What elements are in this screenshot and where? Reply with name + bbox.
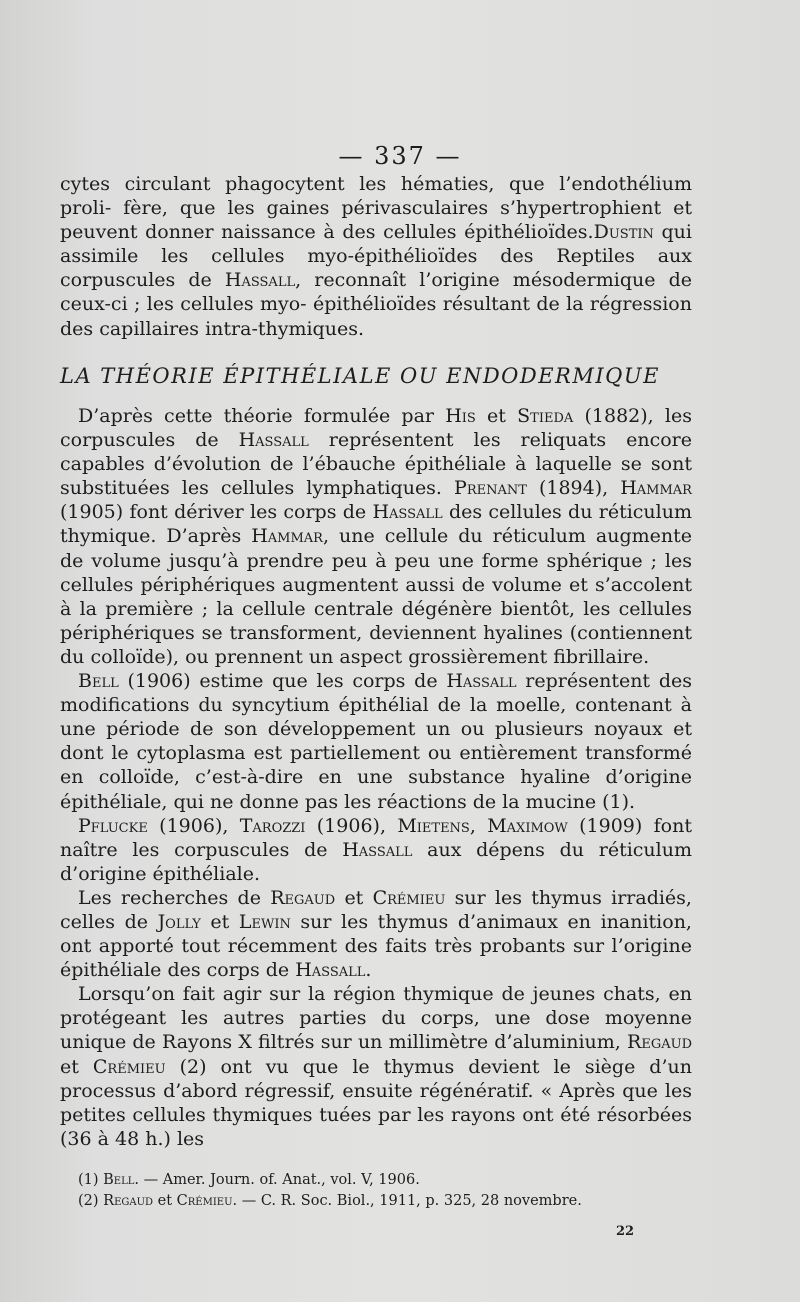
page-number: — 337 — (338, 142, 462, 170)
text-line: cytes circulant phagocytent les hématies, que l’endothélium proli- fère, que les gaines périvasculaires s’hypertrophient et peuvent donner naissance à des cellules épithélioïdes.Dustin qui assimile les cellules myo-épithélioïdes des Reptiles aux corpuscules de Hassall, reconnaît l’origine mésodermique de ceux-ci ; les cellules myo- épithélioïdes résultant de la régression des capillaires intra-thymiques. (60, 173, 692, 340)
author-name: Hassall (224, 269, 296, 292)
signature-mark: 22 (616, 1224, 635, 1239)
paragraph: Lorsqu’on fait agir sur la région thymique de jeunes chats, en protégeant les autres parties du corps, une dose moyenne unique de Rayons X filtrés sur un millimètre d’aluminium, Regaud et Crémieu (2) ont vu que le thymus devient le siège d’un processus d’abord régressif, ensuite régénératif. « Après que les petites cellules thymiques tuées par les rayons ont été résorbées (36 à 48 h.) les (60, 983, 692, 1150)
footnote-1: (1) Bell. — Amer. Journ. of. Anat., vol. V, 1906. (78, 1172, 420, 1188)
footnote-2: (2) Regaud et Crémieu. — C. R. Soc. Biol., 1911, p. 325, 28 novembre. (78, 1193, 582, 1209)
intro-paragraph (60, 172, 692, 341)
section-heading: LA THÉORIE ÉPITHÉLIALE OU ENDODERMIQUE (60, 364, 660, 388)
main-text (60, 404, 692, 1151)
paragraph: Pflucke (1906), Tarozzi (1906), Mietens, Maximow (1909) font naître les corpuscules de Hassall aux dépens du réticulum d’origine épithéliale. (60, 814, 692, 885)
author-name: Dustin (593, 221, 654, 244)
footnotes (78, 1170, 698, 1212)
paragraph: Les recherches de Regaud et Crémieu sur les thymus irradiés, celles de Jolly et Lewin sur les thymus d’animaux en inanition, ont apporté tout récemment des faits très probants sur l’origine épithéliale des corps de Hassall. (60, 886, 692, 982)
paragraph: Bell (1906) estime que les corps de Hassall représentent des modifications du syncytium épithélial de la moelle, contenant à une période de son développement un ou plusieurs noyaux et dont le cytoplasma est partiellement ou entièrement transformé en colloïde, c’est-à-dire en une substance hyaline d’origine épithéliale, qui ne donne pas les réactions de la mucine (1). (60, 670, 692, 813)
paragraph: D’après cette théorie formulée par His et Stieda (1882), les corpuscules de Hassall représentent les reliquats encore capables d’évolution de l’ébauche épithéliale à laquelle se sont substituées les cellules lymphatiques. Prenant (1894), Hammar (1905) font dériver les corps de Hassall des cellules du réticulum thymique. D’après Hammar, une cellule du réticulum augmente de volume jusqu’à prendre peu à peu une forme sphérique ; les cellules périphériques augmentent aussi de volume et s’accolent à la première ; la cellule centrale dégénère bientôt, les cellules périphériques se transforment, deviennent hyalines (contiennent du colloïde), ou prennent un aspect grossièrement fibrillaire. (60, 405, 692, 668)
